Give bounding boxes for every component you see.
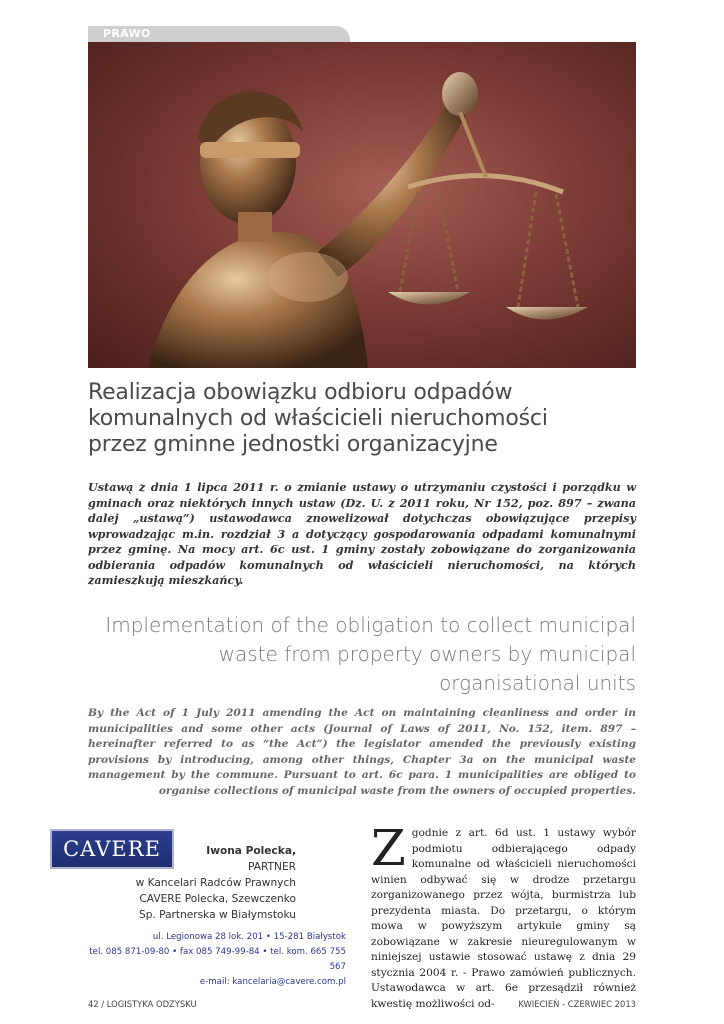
section-label: PRAWO [103, 27, 151, 40]
title-pl-line: komunalnych od właścicieli nieruchomości [88, 406, 548, 431]
footer-page-label: 42 / LOGISTYKA ODZYSKU [88, 999, 197, 1009]
footer-issue-date: KWIECIEŃ - CZERWIEC 2013 [518, 999, 636, 1009]
author-firm: w Kancelari Radców Prawnych [135, 877, 296, 889]
author-firm: Sp. Partnerska w Białymstoku [138, 909, 296, 921]
contact-email[interactable]: e-mail: kancelaria@cavere.com.pl [199, 977, 346, 987]
article-title-polish [88, 380, 648, 458]
author-role: PARTNER [248, 861, 296, 873]
drop-cap: Z [371, 819, 406, 877]
article-title-english [88, 611, 636, 698]
contact-phones: tel. 085 871-09-80 • fax 085 749-99-84 • tel. kom. 665 755 567 [89, 947, 346, 972]
title-en-line: waste from property owners by municipal [218, 642, 636, 666]
section-tab [88, 26, 350, 42]
article-body [371, 819, 636, 1012]
contact-block [82, 930, 346, 990]
author-block [90, 843, 296, 923]
author-name: Iwona Polecka, [206, 845, 296, 857]
author-firm: CAVERE Polecka, Szewczenko [139, 893, 296, 905]
lead-paragraph-english: By the Act of 1 July 2011 amending the Act on maintaining cleanliness and order in municipalities and some other acts (Journal of Laws of 2011, No. 152, item. 897 – hereinafter referred to as “the Act”) the legislator amended the previously existing provisions by introducing, among other things, Chapter 3a on the municipal waste management by the commune. Pursuant to art. 6c para. 1 municipalities are obliged to organise collections of municipal waste from the owners of occupied properties. [88, 707, 636, 797]
title-pl-line: przez gminne jednostki organizacyjne [88, 432, 498, 457]
lady-justice-illustration [88, 42, 636, 368]
title-pl-line: Realizacja obowiązku odbioru odpadów [88, 380, 513, 405]
contact-address: ul. Legionowa 28 lok. 201 • 15-281 Białystok [152, 932, 346, 942]
hero-image-lady-justice [88, 42, 636, 368]
title-en-line: Implementation of the obligation to collect municipal [105, 613, 636, 637]
title-en-line: organisational units [439, 671, 636, 695]
lead-paragraph-polish: Ustawą z dnia 1 lipca 2011 r. o zmianie ustawy o utrzymaniu czystości i porządku w gminach oraz niektórych innych ustaw (Dz. U. z 2011 roku, Nr 152, poz. 897 – zwana dalej „ustawą”) ustawodawca znowelizował dotychczas obowiązujące przepisy wprowadzając m.in. rozdział 3 a dotyczący gospodarowania odpadami komunalnymi przez gminę. Na mocy art. 6c ust. 1 gminy zostały zobowiązane do zorganizowania odbierania odpadów komunalnych od właścicieli nieruchomości, na których zamieszkują mieszkańcy. [88, 480, 636, 587]
body-text: godnie z art. 6d ust. 1 ustawy wybór podmiotu odbierającego odpady komunalne od właścicieli nieruchomości winien odbywać się w drodze przetargu zorganizowanego przez wójta, burmistrza lub prezydenta miasta. Do przetargu, o którym mowa w powyższym artykule gminy są zobowiązane w zakresie nieuregulowanym w niniejszej ustawie stosować ustawę z dnia 29 stycznia 2004 r. - Prawo zamówień publicznych. Ustawodawca w art. 6e przesądził również kwestię możliwości od- [371, 827, 636, 1010]
logo-text: CAVERE [63, 837, 161, 861]
